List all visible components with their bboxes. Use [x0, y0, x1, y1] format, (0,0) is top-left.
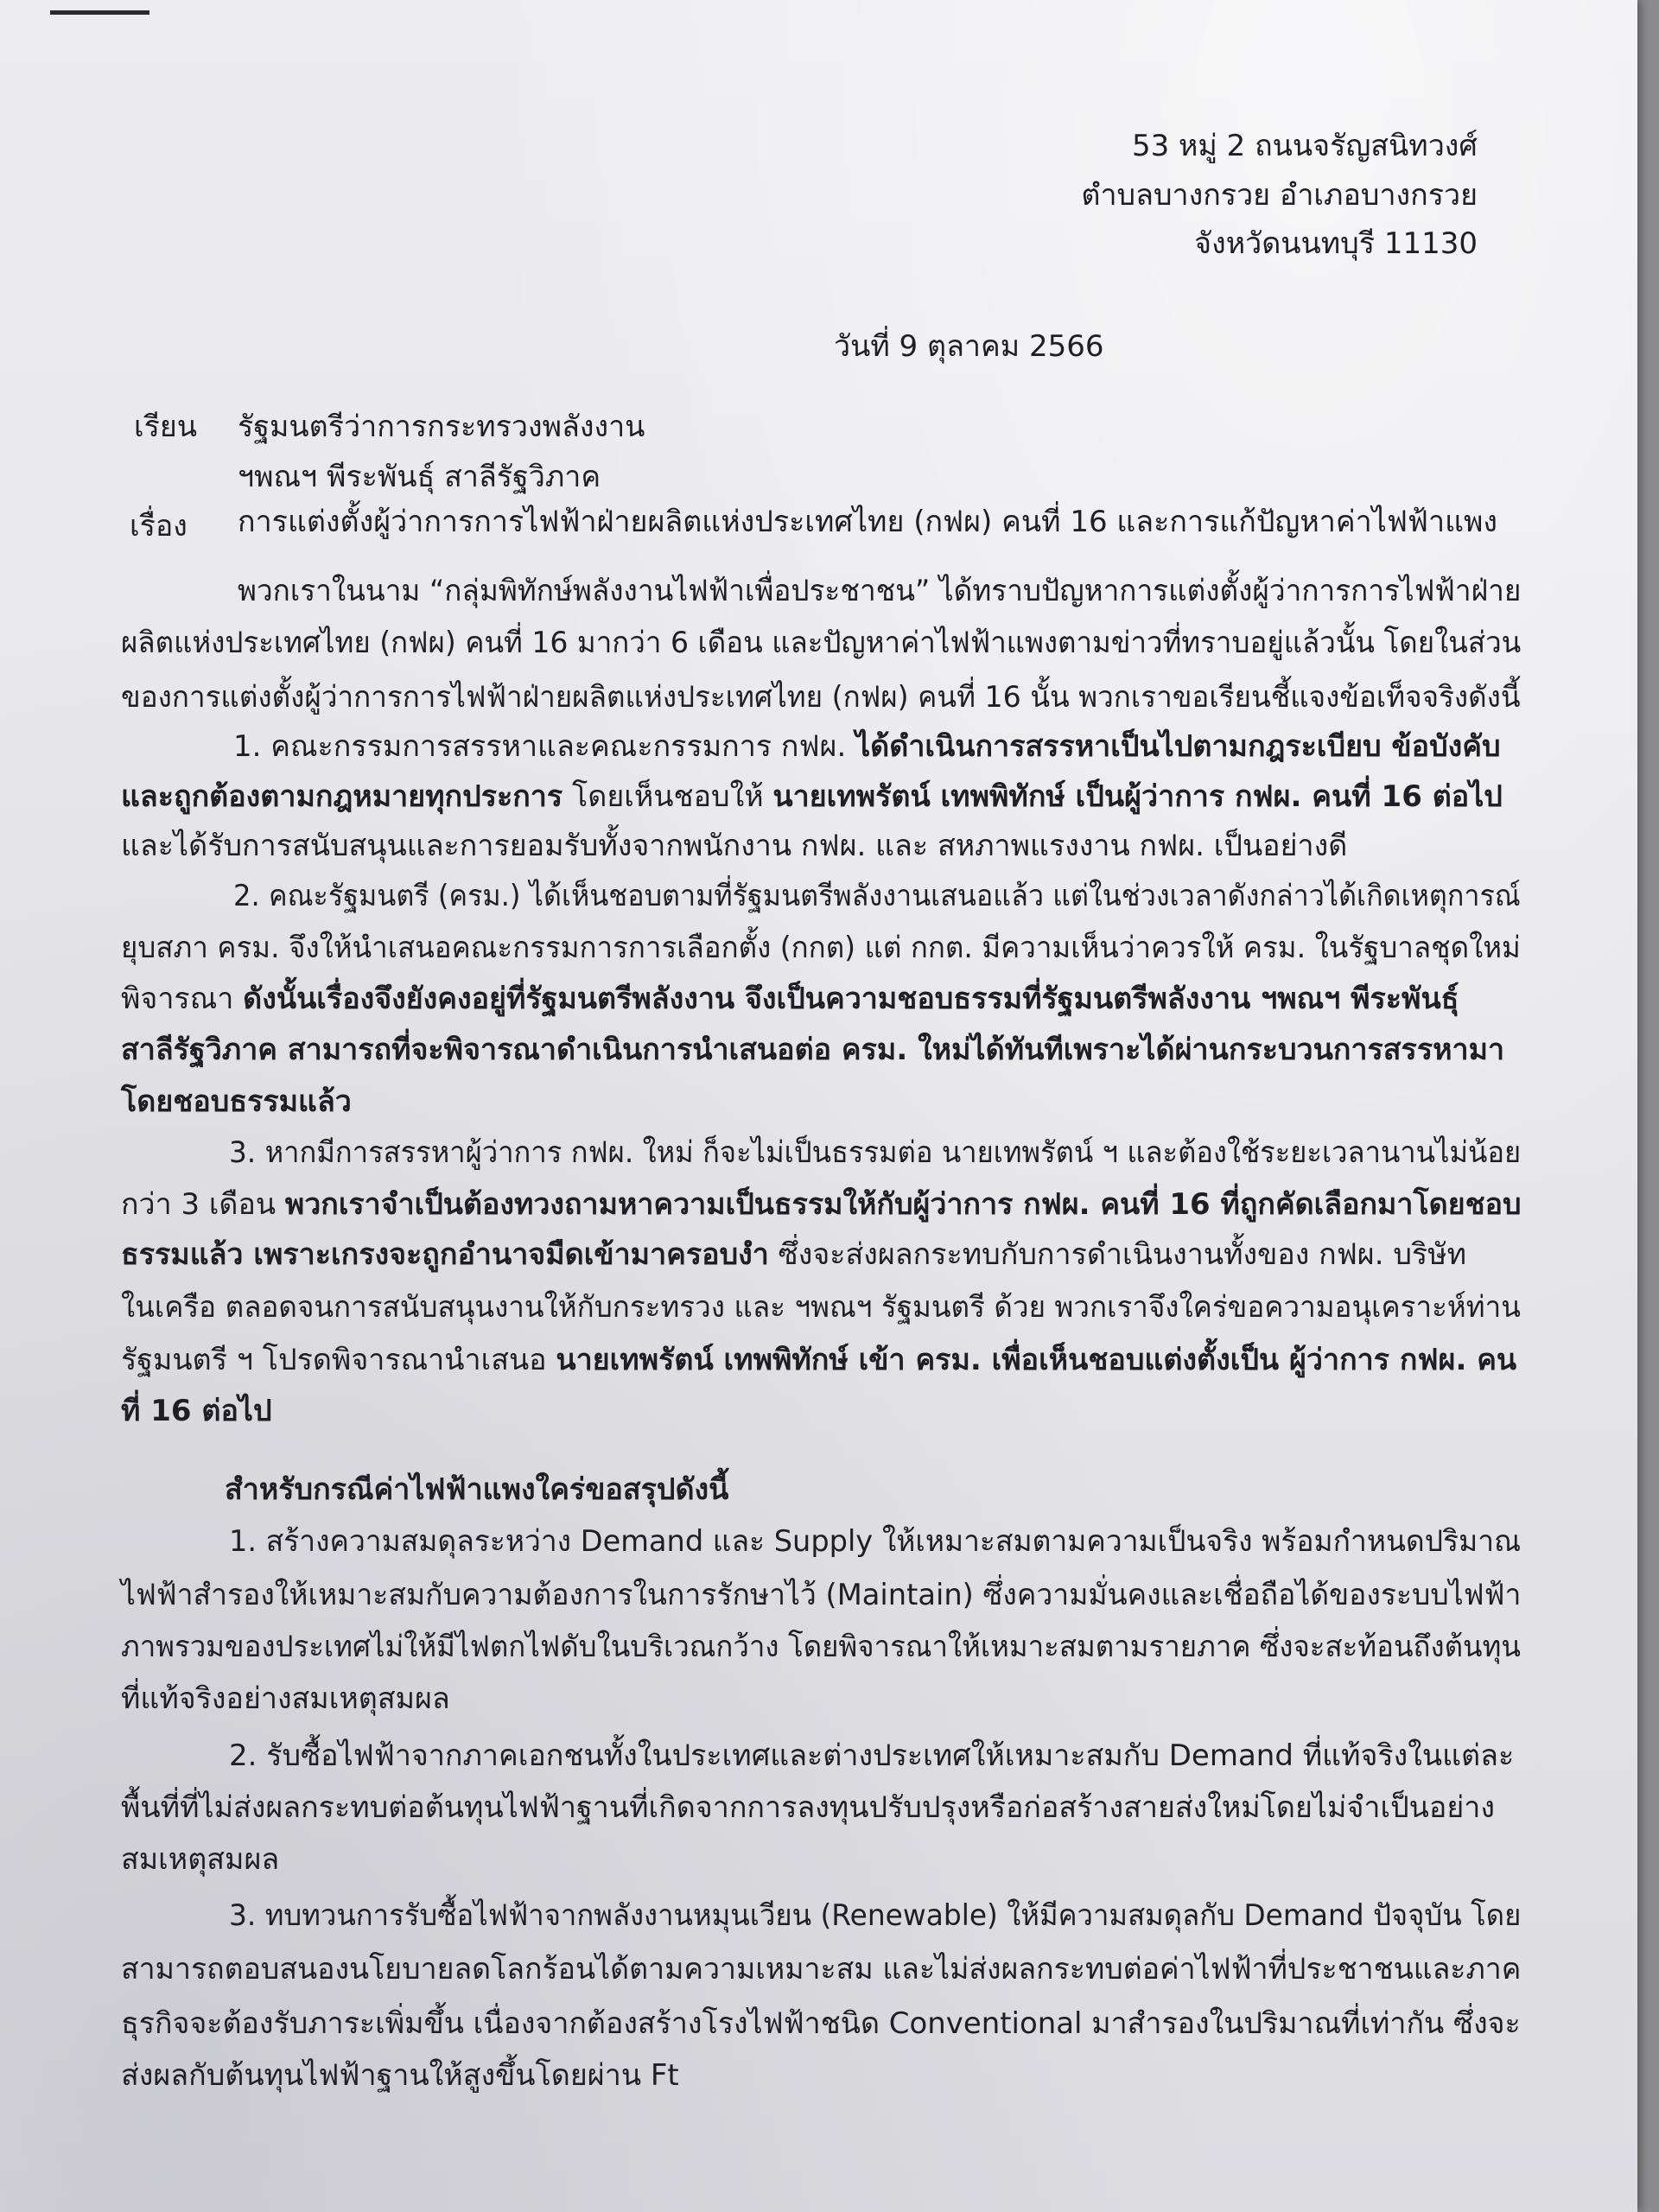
- summary-p1-line-3: ภาพรวมของประเทศไม่ให้มีไฟตกไฟดับในบริเวณกว้าง โดยพิจารณาให้เหมาะสมตามรายภาค ซึ่งจะสะท้อนถึงต้นทุน: [121, 1630, 1521, 1664]
- summary-p1-line-1: 1. สร้างความสมดุลระหว่าง Demand และ Supply ให้เหมาะสมตามความเป็นจริง พร้อมกำหนดปริมาณ: [229, 1524, 1522, 1559]
- summary-p1-line-2: ไฟฟ้าสำรองให้เหมาะสมกับความต้องการในการรักษาไว้ (Maintain) ซึ่งความมั่นคงและเชื่อถือได้ของระบบไฟฟ้า: [121, 1578, 1522, 1612]
- subject-label: เรื่อง: [130, 509, 188, 543]
- item2-line-5: โดยชอบธรรมแล้ว: [121, 1084, 352, 1119]
- item3-line-2: [121, 1179, 1522, 1230]
- summary-p3-line-4: ส่งผลกับต้นทุนไฟฟ้าฐานให้สูงขึ้นโดยผ่าน Ft: [121, 2058, 679, 2093]
- item1-line-1-bold: ได้ดำเนินการสรรหาเป็นไปตามกฎระเบียบ ข้อบังคับ: [855, 729, 1501, 764]
- intro-line-1: พวกเราในนาม “กลุ่มพิทักษ์พลังงานไฟฟ้าเพื่อประชาชน” ได้ทราบปัญหาการแต่งตั้งผู้ว่าการการไฟฟ้าฝ่าย: [238, 574, 1522, 608]
- address-line-2: ตำบลบางกรวย อำเภอบางกรวย: [1081, 178, 1478, 213]
- summary-p2-line-1: 2. รับซื้อไฟฟ้าจากภาคเอกชนทั้งในประเทศและต่างประเทศให้เหมาะสมกับ Demand ที่แท้จริงในแต่ละ: [229, 1738, 1515, 1773]
- item3-line-3-normal: ซึ่งจะส่งผลกระทบกับการดำเนินงานทั้งของ กฟผ. บริษัท: [768, 1237, 1467, 1272]
- item2-line-4: สาลีรัฐวิภาค สามารถที่จะพิจารณาดำเนินการนำเสนอต่อ ครม. ใหม่ได้ทันทีเพราะได้ผ่านกระบวนการสรรหามา: [121, 1033, 1505, 1067]
- recipient-line-2: ฯพณฯ พีระพันธุ์ สาลีรัฐวิภาค: [238, 460, 601, 494]
- item2-line-3-normal: พิจารณา: [121, 982, 244, 1016]
- item3-line-1: 3. หากมีการสรรหาผู้ว่าการ กฟผ. ใหม่ ก็จะไม่เป็นธรรมต่อ นายเทพรัตน์ ฯ และต้องใช้ระยะเวลานานไม่น้อย: [229, 1135, 1522, 1170]
- intro-line-3: ของการแต่งตั้งผู้ว่าการการไฟฟ้าฝ่ายผลิตแห่งประเทศไทย (กฟผ) คนที่ 16 นั้น พวกเราขอเรียนชี้แจงข้อเท็จจริงดังนี้: [121, 680, 1521, 715]
- item3-line-5-bold: นายเทพรัตน์ เทพพิทักษ์ เข้า ครม. เพื่อเห็นชอบแต่งตั้งเป็น ผู้ว่าการ กฟผ. คน: [556, 1343, 1517, 1377]
- summary-p3-line-1: 3. ทบทวนการรับซื้อไฟฟ้าจากพลังงานหมุนเวียน (Renewable) ให้มีความสมดุลกับ Demand ปัจจุบัน โดย: [229, 1898, 1522, 1933]
- item3-line-2-normal: กว่า 3 เดือน: [121, 1187, 285, 1222]
- recipient-line-1: รัฐมนตรีว่าการกระทรวงพลังงาน: [238, 410, 645, 444]
- item3-line-3: [121, 1230, 1466, 1280]
- item1-line-2-normal: โดยเห็นชอบให้: [563, 779, 773, 814]
- item2-line-3-bold: ดังนั้นเรื่องจึงยังคงอยู่ที่รัฐมนตรีพลังงาน จึงเป็นความชอบธรรมที่รัฐมนตรีพลังงาน ฯพณฯ พีระพันธุ์: [243, 982, 1459, 1016]
- summary-p3-line-2: สามารถตอบสนองนโยบายลดโลกร้อนได้ตามความเหมาะสม และไม่ส่งผลกระทบต่อค่าไฟฟ้าที่ประชาชนและภาค: [121, 1952, 1522, 1986]
- summary-heading: สำหรับกรณีค่าไฟฟ้าแพงใคร่ขอสรุปดังนี้: [225, 1472, 729, 1507]
- item3-line-5: [121, 1335, 1516, 1385]
- summary-p1-line-4: ที่แท้จริงอย่างสมเหตุสมผล: [121, 1681, 450, 1716]
- item1-line-3: และได้รับการสนับสนุนและการยอมรับทั้งจากพนักงาน กฟผ. และ สหภาพแรงงาน กฟผ. เป็นอย่างดี: [121, 829, 1348, 863]
- item3-line-5-normal: รัฐมนตรี ฯ โปรดพิจารณานำเสนอ: [121, 1343, 556, 1377]
- address-line-1: 53 หมู่ 2 ถนนจรัญสนิทวงศ์: [1131, 129, 1478, 163]
- item2-line-2: ยุบสภา ครม. จึงให้นำเสนอคณะกรรมการการเลือกตั้ง (กกต) แต่ กกต. มีความเห็นว่าควรให้ ครม. ในรัฐบาลชุดใหม่: [121, 931, 1521, 965]
- item2-line-3: [121, 974, 1459, 1024]
- recipient-label: เรียน: [134, 410, 198, 444]
- item1-line-2: [121, 772, 1503, 822]
- item2-line-1: 2. คณะรัฐมนตรี (ครม.) ได้เห็นชอบตามที่รัฐมนตรีพลังงานเสนอแล้ว แต่ในช่วงเวลาดังกล่าวได้เกิดเหตุการณ์: [233, 879, 1521, 913]
- summary-p3-line-3: ธุรกิจจะต้องรับภาระเพิ่มขึ้น เนื่องจากต้องสร้างโรงไฟฟ้าชนิด Conventional มาสำรองในปริมาณที่เท่ากัน ซึ่งจะ: [121, 2006, 1521, 2041]
- item3-line-3-bold: ธรรมแล้ว เพราะเกรงจะถูกอำนาจมืดเข้ามาครอบงำ: [121, 1237, 769, 1272]
- item1-line-1-normal: 1. คณะกรรมการสรรหาและคณะกรรมการ กฟผ.: [233, 729, 856, 764]
- item3-line-2-bold: พวกเราจำเป็นต้องทวงถามหาความเป็นธรรมให้กับผู้ว่าการ กฟผ. คนที่ 16 ที่ถูกคัดเลือกมาโดยชอบ: [284, 1187, 1522, 1222]
- summary-p2-line-3: สมเหตุสมผล: [121, 1842, 280, 1877]
- summary-p2-line-2: พื้นที่ที่ไม่ส่งผลกระทบต่อต้นทุนไฟฟ้าฐานที่เกิดจากการลงทุนปรับปรุงหรือก่อสร้างสายส่งใหม่โดยไม่จำเป็นอย่าง: [121, 1790, 1495, 1825]
- item3-line-4: ในเครือ ตลอดจนการสนับสนุนงานให้กับกระทรวง และ ฯพณฯ รัฐมนตรี ด้วย พวกเราจึงใคร่ขอความอนุเคราะห์ท่าน: [121, 1290, 1521, 1325]
- subject-text: การแต่งตั้งผู้ว่าการการไฟฟ้าฝ่ายผลิตแห่งประเทศไทย (กฟผ) คนที่ 16 และการแก้ปัญหาค่าไฟฟ้าแพง: [238, 505, 1497, 539]
- item1-line-2-bold-a: และถูกต้องตามกฎหมายทุกประการ: [121, 779, 563, 814]
- item1-line-2-bold-b: นายเทพรัตน์ เทพพิทักษ์ เป็นผู้ว่าการ กฟผ. คนที่ 16 ต่อไป: [772, 779, 1503, 814]
- intro-line-2: ผลิตแห่งประเทศไทย (กฟผ) คนที่ 16 มากว่า 6 เดือน และปัญหาค่าไฟฟ้าแพงตามข่าวที่ทราบอยู่แล้วนั้น โดยในส่วน: [121, 626, 1522, 660]
- item1-line-1: [233, 721, 1501, 772]
- item3-line-6: ที่ 16 ต่อไป: [121, 1394, 272, 1428]
- address-line-3: จังหวัดนนทบุรี 11130: [1194, 226, 1478, 261]
- letter-date: วันที่ 9 ตุลาคม 2566: [834, 329, 1104, 364]
